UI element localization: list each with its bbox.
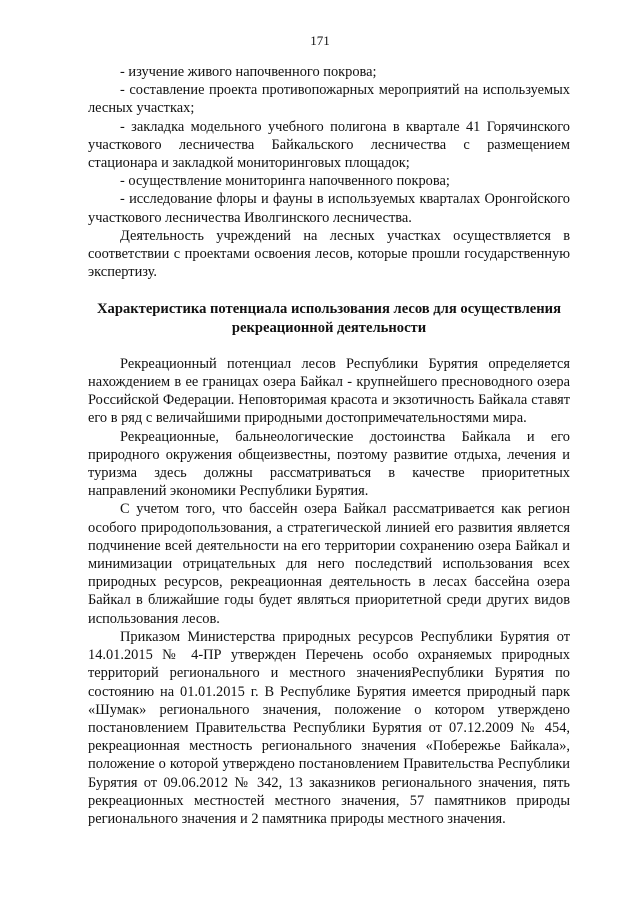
list-item: - осуществление мониторинга напочвенного покрова; [120,173,450,190]
section-heading-line-1: Характеристика потенциала использования лесов для осуществления [97,301,561,318]
list-item: - исследование флоры и фауны в используемых кварталах Оронгойского участкового лесничества Иволгинского лесничества. [88,191,570,226]
page-content [88,63,570,828]
body-paragraph: С учетом того, что бассейн озера Байкал рассматривается как регион особого природопользования, а стратегической линией его развития является подчинение всей деятельности на его территории сохранению озера Байкал и минимизации отрицательных для него последствий использования всех природных ресурсов, рекреационная деятельность в лесах бассейна озера Байкал в ближайшие годы будет являться приоритетной среди других видов использования лесов. [88,501,570,627]
body-paragraph: Приказом Министерства природных ресурсов Республики Бурятия от 14.01.2015 № 4-ПР утвержден Перечень особо охраняемых природных территорий регионального и местного значенияРеспублики Бурятия по состоянию на 01.01.2015 г. В Республике Бурятия имеется природный парк «Шумак» регионального значения, положение о котором утверждено постановлением Правительства Республики Бурятия от 07.12.2009 № 454, рекреационная местность регионального значения «Побережье Байкала», положение о которой утверждено постановлением Правительства Республики Бурятия от 09.06.2012 № 342, 13 заказников регионального значения, пять рекреационных местностей местного значения, 57 памятников природы регионального значения и 2 памятника природы местного значения. [88,628,570,827]
body-paragraph: Рекреационные, бальнеологические достоинства Байкала и его природного окружения общеизвестны, поэтому развитие отдыха, лечения и туризма здесь должны рассматриваться в качестве приоритетных направлений экономики Республики Бурятия. [88,428,570,500]
list-item: - составление проекта противопожарных мероприятий на используемых лесных участках; [88,82,570,117]
body-paragraph: Рекреационный потенциал лесов Республики Бурятия определяется нахождением в ее границах озера Байкал - крупнейшего пресноводного озера Российской Федерации. Неповторимая красота и экзотичность Байкала ставят его в ряд с величайшими природными достопримечательностями мира. [88,355,570,427]
section-heading-line-2: рекреационной деятельности [231,319,427,336]
page-number: 171 [310,33,330,48]
list-item: - изучение живого напочвенного покрова; [120,64,377,80]
intro-paragraph: Деятельность учреждений на лесных участках осуществляется в соответствии с проектами освоения лесов, которые прошли государственную экспертизу. [88,227,570,281]
activity-list [88,63,570,227]
list-item: - закладка модельного учебного полигона в квартале 41 Горячинского участкового лесничества Байкальского лесничества с размещением стационара и закладкой мониторинговых площадок; [88,118,570,172]
section-heading [88,300,570,336]
